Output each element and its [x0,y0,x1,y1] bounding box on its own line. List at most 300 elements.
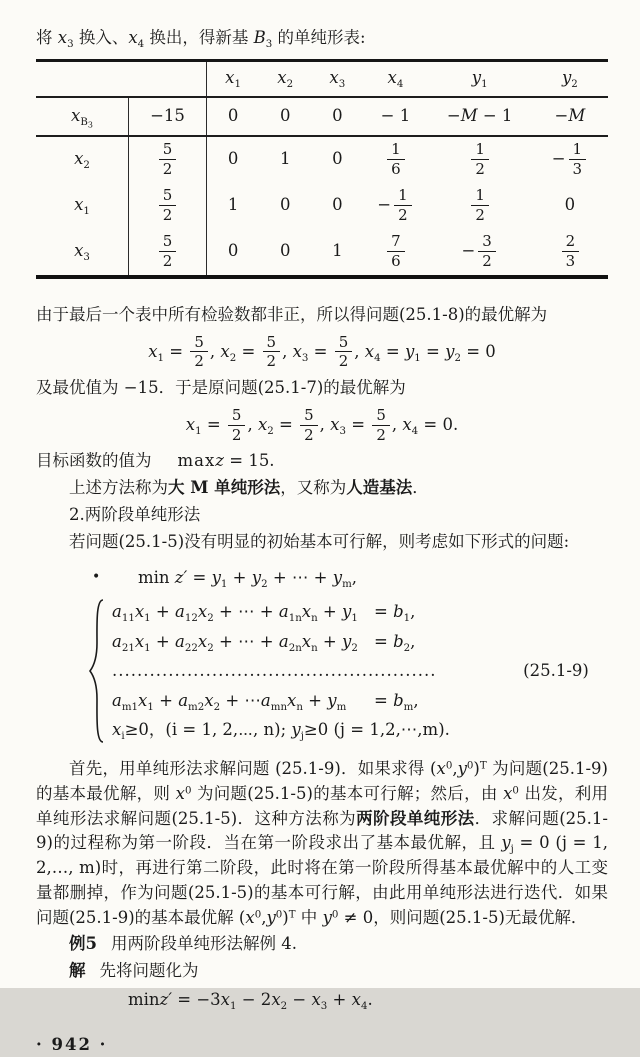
math-token: x [387,68,397,88]
math-token: + [317,631,343,651]
text: 中 [295,907,323,927]
math-token: x [134,631,145,651]
math-token: 1 [83,206,90,218]
math-token: j [300,731,304,743]
constraint-row [112,599,504,625]
math-token: M [460,105,478,125]
solution-label: 解 [69,961,86,981]
math-token: 7 [387,233,405,252]
math-token: z′ [159,989,173,1009]
text: 将 [36,28,58,47]
math-token: 4 [411,425,419,437]
math-token: 3 [572,160,583,179]
math-token: n [296,701,303,713]
math-token: j [510,844,514,856]
coef-cell [363,187,427,224]
math-token: + ⋯ + [213,631,279,651]
math-token: 1 [195,425,202,437]
math-token: x [134,602,145,622]
math-token: 1 [394,187,412,206]
math-token: 2 [475,160,485,179]
simplex-table [36,59,608,279]
math-token: 6 [391,252,401,271]
math-token: 2 [304,425,314,444]
math-token: 2 [261,579,268,591]
solution-paragraph [36,959,608,984]
math-token: 3 [87,120,93,130]
math-token: . [367,989,373,1009]
text: 为问题(25.1-5)的基本可行解；然后，由 [191,783,504,803]
math-token: x [225,68,235,88]
math-token: 5 [159,187,177,206]
constraint-row [112,688,504,714]
coef-cell [532,141,608,178]
math-token: x [503,783,513,803]
math-token: 4 [374,352,381,364]
math-token: x [197,631,208,651]
math-token: 2 [207,642,214,654]
math-token: 3 [320,1001,328,1013]
math-token: ) [282,907,289,927]
math-token: = [187,568,212,588]
math-token: i [121,731,125,743]
coef-cell [428,141,532,178]
math-token: 3 [338,79,346,91]
math-token: , [452,759,458,779]
math-token: x [112,720,122,740]
constraint-system [88,597,608,745]
math-token: x [301,602,312,622]
math-token: x [175,783,185,803]
math-token: 1 [229,1001,237,1013]
math-token: , [209,341,221,361]
math-token: m2 [188,701,205,713]
column-header [532,66,608,91]
coef-cell [428,233,532,270]
coef-cell: − 1 [380,105,411,125]
math-token: y [322,907,332,927]
math-token: n [311,642,318,654]
math-token: m [403,701,414,713]
math-token: x [204,690,214,710]
math-token: 2 [562,233,580,252]
final-equation [128,988,608,1013]
math-token: , [247,414,258,434]
math-token: y [445,341,455,361]
constraint-row [112,629,504,655]
math-token: 5 [372,407,390,426]
math-token: 2 [162,252,173,271]
math-token: a [278,602,289,622]
column-header [207,66,259,91]
math-token: 0 [512,785,519,797]
math-token: max [177,451,216,471]
text: ≠ 0，则问题(25.1-5)无最优解． [338,907,588,927]
math-token: x [402,414,412,434]
optimal-value-paragraph: 及最优值为 −15．于是原问题(25.1-7)的最优解为 [36,378,406,398]
dots: .......... [374,661,437,681]
coef-cell: 0 [332,149,343,169]
math-token: x [257,414,268,434]
math-token: = [236,341,261,361]
page-number: · 942 · [36,1034,108,1054]
math-token: 5 [263,334,281,353]
math-token: + [227,568,252,588]
objective-value-paragraph [36,449,608,474]
coef-cell: 1 [332,241,343,261]
column-header [428,66,532,91]
math-token: − 2 [236,989,272,1009]
math-token: 2 [229,352,237,364]
math-token: a [178,690,189,710]
table-header-row [36,62,608,98]
math-token: = [374,631,394,651]
math-token: 2 [266,352,277,371]
bold-term: 大 M 单纯形法 [168,478,281,498]
text: 换入、 [73,28,129,47]
row-label [36,147,128,172]
math-token: ≥0 (j = 1,2,⋯,m). [303,720,450,740]
bold-term: 人造基法 [346,478,413,498]
math-token: 2 [482,252,492,271]
coefficient-cells [206,183,608,229]
math-token: a [175,631,185,651]
example-paragraph [36,932,608,957]
text: 出发，利用单纯形法求解问题(25.1-5)．这种方法称为 [36,783,608,828]
math-token: = 0 [460,341,496,361]
math-token: x [220,341,230,361]
text: 目标函数的值为 [36,451,152,471]
math-token: 2 [162,160,173,179]
math-token: 1 [351,613,358,625]
math-token: 2 [267,425,274,437]
math-token: + [150,631,176,651]
table-row [36,183,608,229]
math-token: 2 [286,79,294,91]
coef-cell: 1 [279,149,291,169]
math-token: 0 [466,760,474,772]
math-token: x [292,341,302,361]
coef-cell: 0 [279,195,291,215]
math-token: 2n [288,642,302,654]
math-token: 2 [231,425,242,444]
math-token: 2 [162,206,173,225]
objective-row [36,98,608,137]
math-token: − 1 [477,105,513,125]
math-token: 2 [207,613,214,625]
math-token: ≥0，(i = 1, 2,⋯, n); [124,720,292,740]
math-token: + [327,989,352,1009]
math-token: y [327,690,337,710]
math-token: ) [473,759,480,779]
math-token: 4 [360,1001,368,1013]
math-token: , [410,631,416,651]
dots-row [112,658,504,684]
math-token: y [501,833,511,853]
intro-paragraph [36,26,608,51]
math-token: y [251,568,262,588]
text: 上述方法称为 [69,478,168,498]
math-token: x [74,149,84,169]
math-token: x [330,414,340,434]
math-token: n [311,613,318,625]
column-header [259,66,311,91]
coef-cell [363,233,427,270]
math-token: x [329,68,339,88]
math-token: a [112,690,122,710]
math-token: + ⋯ + [267,568,333,588]
math-token: , [319,414,331,434]
math-token: a [112,631,122,651]
math-token: 1 [234,79,241,91]
column-header [311,66,363,91]
math-token: 1 [144,613,151,625]
text: 的单纯形表: [272,28,366,47]
math-token: 1 [471,141,489,160]
math-token: 1 [569,141,587,160]
math-token: = [374,690,394,710]
math-token: y [457,759,467,779]
math-token: B [80,116,88,128]
math-token: y [342,631,352,651]
row-label [36,239,128,264]
math-token: 4 [137,39,145,51]
math-token: + [150,602,176,622]
math-token: 1 [157,352,165,364]
text: 为问题(25.1-9)的基本最优解，则 [36,759,608,803]
math-token: mn [270,701,288,713]
math-token: = [201,414,226,434]
row-label [36,193,128,218]
math-token: = [164,341,189,361]
math-token: x [185,414,196,434]
coef-cell: 0 [227,149,239,169]
math-token: x [128,28,138,47]
equation-number: (25.1-9) [523,660,589,680]
math-token: 3 [83,252,90,264]
math-token: x [271,989,281,1009]
coef-cell [532,104,608,129]
text: = 0 (j = 1, 2,…, m)时，再进行第二阶段，此时将在第一阶段所得基本最优解中的人工变量都删掉，作为问题(25.1-5)的基本可行解，由此用单纯形法进行迭代．如果问题(25.1-9)的基本最优解 ( [36,833,609,927]
math-token: min [138,568,175,588]
math-token: x [364,341,375,361]
math-token: a [278,631,289,651]
math-token: − [446,105,461,125]
coef-cell [428,187,532,224]
math-token: x [57,28,68,47]
math-token: b [393,602,404,622]
math-token: 2 [398,206,408,225]
math-token: 1 [387,141,405,160]
nonnegativity-row [112,717,504,743]
value-cell [128,183,206,229]
math-token: x [71,105,81,125]
math-token: − [287,989,312,1009]
math-token: , [354,341,365,361]
math-token: 3 [67,39,74,51]
math-token: − [461,241,476,261]
math-expression [138,568,358,591]
dots: .......................................... [112,661,375,681]
math-token: = 15. [224,451,275,471]
coef-cell: 0 [279,241,291,261]
math-token: , [413,690,419,710]
empty-header-cell [128,62,206,96]
math-token: − [554,105,569,125]
math-token: 22 [184,642,198,654]
math-token: + ⋯ [220,690,261,710]
math-token: = −3 [172,989,221,1009]
math-token: x [301,631,312,651]
aux-optimal-solution-equation [36,334,608,371]
coef-cell: 1 [227,195,239,215]
math-token: 5 [159,141,177,160]
math-token: x [74,195,84,215]
math-token: 1 [403,613,411,625]
math-token: x [74,241,84,261]
method-name-paragraph [36,476,608,501]
conclusion-paragraph: 由于最后一个表中所有检验数都非正，所以得问题(25.1-8)的最优解为 [36,304,548,324]
math-token: b [393,631,404,651]
math-token: M [568,105,586,125]
math-token: 0 [184,785,192,797]
value-cell [128,98,206,135]
two-phase-description-paragraph [36,757,608,930]
math-token: , [391,414,403,434]
math-token: x [138,690,148,710]
math-token: x [197,602,208,622]
math-token: 2 [403,642,411,654]
math-token: = [374,602,394,622]
value-cell [128,229,206,275]
math-token: 3 [565,252,576,271]
math-token: 21 [121,642,135,654]
math-token: 1 [147,701,154,713]
math-token: 1 [220,579,228,591]
coef-cell: 0 [332,195,343,215]
math-token: = [308,341,333,361]
row-label [36,104,128,129]
math-token: B [253,28,266,47]
coefficient-cells [206,98,608,135]
math-token: 3 [478,233,496,252]
math-token: x [351,989,361,1009]
text: 先将问题化为 [99,961,199,981]
math-token: m [336,701,347,713]
math-token: 0 [445,760,453,772]
math-token: y [291,720,301,740]
math-token: − [551,149,566,169]
math-token: 1 [414,352,421,364]
table-row [36,229,608,275]
math-token: 2 [351,642,358,654]
system-rows [108,597,504,745]
math-token: x [277,68,287,88]
math-token: x [311,989,321,1009]
math-token: , [261,907,267,927]
math-token: 2 [376,425,386,444]
math-token: 5 [190,334,208,353]
math-token: 1 [481,79,488,91]
math-token: 12 [184,613,198,625]
section-heading-two-phase: 2.两阶段单纯形法 [69,504,201,524]
math-token: + [302,690,328,710]
math-token: 2 [280,1001,288,1013]
math-token: 3 [265,39,273,51]
math-token: a [175,602,185,622]
math-token: m1 [121,701,139,713]
math-token: 2 [338,352,349,371]
value-cell [128,137,206,183]
math-token: T [479,760,487,772]
math-token: + ⋯ + [213,602,279,622]
math-token: z [215,451,224,471]
header-variable-cells [206,62,608,96]
original-optimal-solution-equation [36,407,608,444]
min-objective-line [92,566,608,591]
math-token: −15 [150,105,185,125]
coef-cell: 0 [227,105,239,125]
math-token: y [211,568,221,588]
math-token: 1n [288,613,302,625]
math-token: b [393,690,404,710]
math-token: 3 [301,352,309,364]
coef-cell: 0 [279,105,291,125]
coef-cell: 0 [564,195,576,215]
text: ，又称为 [280,478,347,498]
math-token: + [153,690,179,710]
math-token: 1 [471,187,489,206]
math-token: 2 [194,352,204,371]
coef-cell: 0 [227,241,239,261]
math-token: 5 [228,407,246,426]
math-token: y [561,68,572,88]
math-token: 11 [121,613,135,625]
math-token: 2 [213,701,221,713]
math-token: 2 [454,352,461,364]
math-token: 5 [335,334,353,353]
math-token: y [332,568,343,588]
math-token: 5 [159,233,177,252]
math-token: m [342,579,352,591]
coefficient-cells [206,229,608,275]
math-token: y [266,907,276,927]
math-token: 2 [475,206,485,225]
math-token: x [220,989,230,1009]
column-header [363,66,427,91]
math-token: y [404,341,415,361]
coef-cell [532,233,608,270]
math-token: 0 [254,909,262,921]
math-token: 1 [144,642,151,654]
math-token: , [282,341,293,361]
math-token: , [410,602,416,622]
math-token: , [351,568,358,588]
text: 换出，得新基 [144,28,254,47]
math-token: z′ [174,568,188,588]
coefficient-cells [206,137,608,183]
math-token: 6 [391,160,401,179]
math-token: x [245,907,255,927]
coef-cell [428,104,532,129]
coef-cell [363,141,427,178]
math-token: a [260,690,271,710]
math-token: y [471,68,482,88]
math-token: = [380,341,405,361]
text: ．求解问题(25.1-9)的过程称为第一阶段．当在第一阶段求出了基本最优解，且 [36,808,608,853]
math-token: T [288,909,296,921]
table-row [36,137,608,183]
